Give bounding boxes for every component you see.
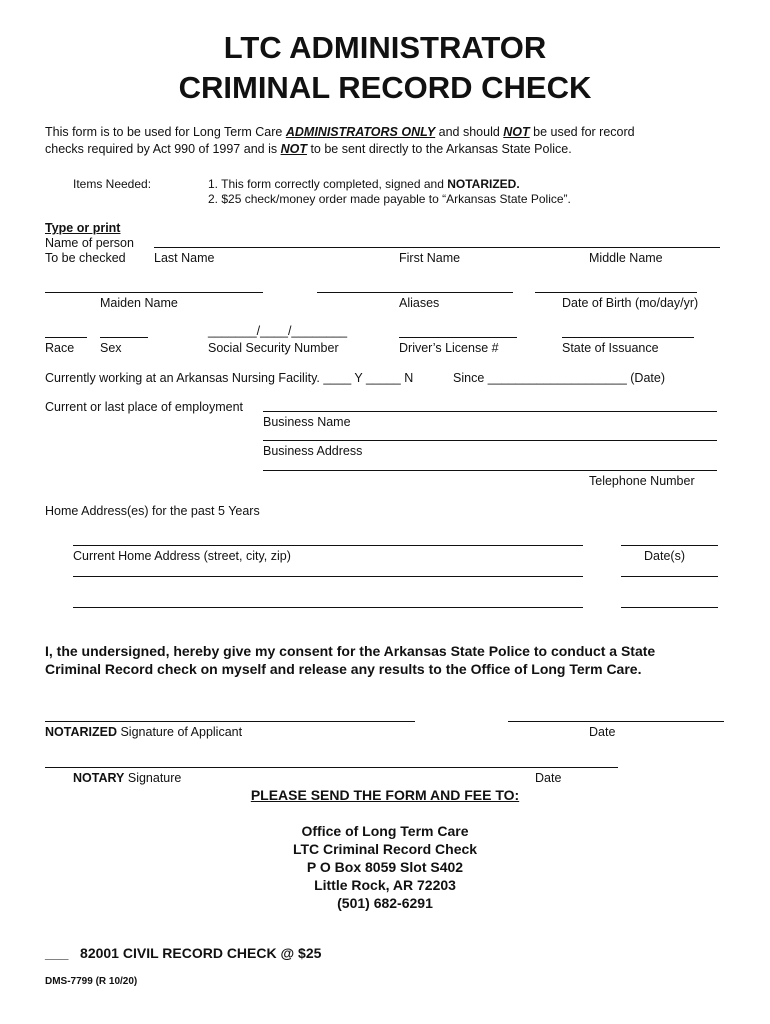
business-address-field[interactable] [263, 440, 717, 441]
form-title-line1: LTC ADMINISTRATOR [223, 30, 547, 65]
notary-signature-label [73, 771, 181, 785]
telephone-field[interactable] [263, 470, 717, 471]
home-address-field-2[interactable] [73, 576, 583, 577]
current-home-address-label: Current Home Address (street, city, zip) [73, 549, 291, 563]
sex-field[interactable] [100, 337, 148, 338]
intro-text: checks required by Act 990 of 1997 and is [45, 142, 281, 156]
item1-notarized: NOTARIZED. [447, 177, 520, 191]
item1-text: 1. This form correctly completed, signed and [208, 177, 448, 191]
ssn-field[interactable]: _______/____/________ [208, 324, 348, 338]
intro-text: This form is to be used for Long Term Care [45, 125, 286, 139]
full-name-field[interactable] [154, 247, 720, 248]
last-name-label: Last Name [154, 251, 215, 265]
mailing-address-line5: (501) 682-6291 [337, 895, 433, 911]
items-needed-label: Items Needed: [73, 177, 152, 191]
home-address-field-3[interactable] [73, 607, 583, 608]
home-dates-field-2[interactable] [621, 576, 718, 577]
mailing-address-line3: P O Box 8059 Slot S402 [306, 859, 464, 875]
middle-name-label: Middle Name [589, 251, 663, 265]
date-label-2: Date [535, 771, 562, 785]
consent-line2: Criminal Record check on myself and release any results to the Office of Long Term Care. [45, 661, 642, 677]
aliases-field[interactable] [317, 292, 513, 293]
sex-label: Sex [100, 341, 122, 355]
items-needed-item2: 2. $25 check/money order made payable to “Arkansas State Police”. [208, 192, 571, 206]
maiden-name-label: Maiden Name [100, 296, 178, 310]
notary-signature-text: Signature [124, 771, 182, 785]
notary-label: NOTARY [73, 771, 125, 785]
applicant-signature-field[interactable] [45, 721, 415, 722]
mailing-address-line2: LTC Criminal Record Check [292, 841, 478, 857]
items-needed-item1 [208, 177, 520, 191]
intro-emphasis-not: NOT [503, 125, 530, 139]
intro-emphasis-not: NOT [280, 142, 307, 156]
intro-text: to be sent directly to the Arkansas State Police. [306, 142, 572, 156]
race-label: Race [45, 341, 75, 355]
applicant-date-field[interactable] [508, 721, 724, 722]
notary-signature-field[interactable] [45, 767, 618, 768]
currently-working-question[interactable]: Currently working at an Arkansas Nursing Facility. ____ Y _____ N [45, 371, 414, 385]
ssn-label: Social Security Number [208, 341, 339, 355]
maiden-name-field[interactable] [45, 292, 263, 293]
state-issuance-field[interactable] [562, 337, 694, 338]
mailing-heading: PLEASE SEND THE FORM AND FEE TO: [250, 787, 520, 803]
mailing-address-line4: Little Rock, AR 72203 [314, 877, 456, 893]
current-or-last-employment-label: Current or last place of employment [45, 400, 244, 414]
drivers-license-label: Driver’s License # [399, 341, 499, 355]
home-addresses-heading: Home Address(es) for the past 5 Years [45, 504, 260, 518]
mailing-address-line1: Office of Long Term Care [301, 823, 469, 839]
first-name-label: First Name [399, 251, 461, 265]
dates-label: Date(s) [644, 549, 685, 563]
intro-text: and should [435, 125, 504, 139]
business-address-label: Business Address [263, 444, 363, 458]
fee-text: 82001 CIVIL RECORD CHECK @ $25 [80, 945, 322, 961]
notarized-label: NOTARIZED [45, 725, 117, 739]
name-of-person-label: Name of person [45, 236, 134, 250]
state-issuance-label: State of Issuance [562, 341, 659, 355]
to-be-checked-label: To be checked [45, 251, 126, 265]
applicant-signature-label [45, 725, 242, 739]
intro-text: be used for record [529, 125, 635, 139]
home-dates-field-3[interactable] [621, 607, 718, 608]
date-label-1: Date [589, 725, 616, 739]
business-name-field[interactable] [263, 411, 717, 412]
home-address-field-1[interactable] [73, 545, 583, 546]
since-date-field[interactable]: Since ____________________ (Date) [453, 371, 665, 385]
race-field[interactable] [45, 337, 87, 338]
dob-field[interactable] [535, 292, 697, 293]
fee-checkbox-blank[interactable]: ___ [45, 945, 69, 961]
form-title-line2: CRIMINAL RECORD CHECK [178, 70, 592, 105]
type-or-print-label: Type or print [45, 221, 121, 235]
business-name-label: Business Name [263, 415, 351, 429]
intro-emphasis-admins: ADMINISTRATORS ONLY [285, 125, 436, 139]
home-dates-field-1[interactable] [621, 545, 718, 546]
dob-label: Date of Birth (mo/day/yr) [562, 296, 699, 310]
intro-line2 [45, 142, 572, 156]
aliases-label: Aliases [399, 296, 440, 310]
consent-line1: I, the undersigned, hereby give my consent for the Arkansas State Police to conduct a State [45, 643, 656, 659]
intro-line1 [45, 125, 635, 139]
signature-of-applicant-label: Signature of Applicant [117, 725, 243, 739]
civil-record-check-option[interactable] [45, 945, 321, 961]
drivers-license-field[interactable] [399, 337, 517, 338]
telephone-label: Telephone Number [589, 474, 695, 488]
form-number: DMS-7799 (R 10/20) [45, 976, 138, 987]
